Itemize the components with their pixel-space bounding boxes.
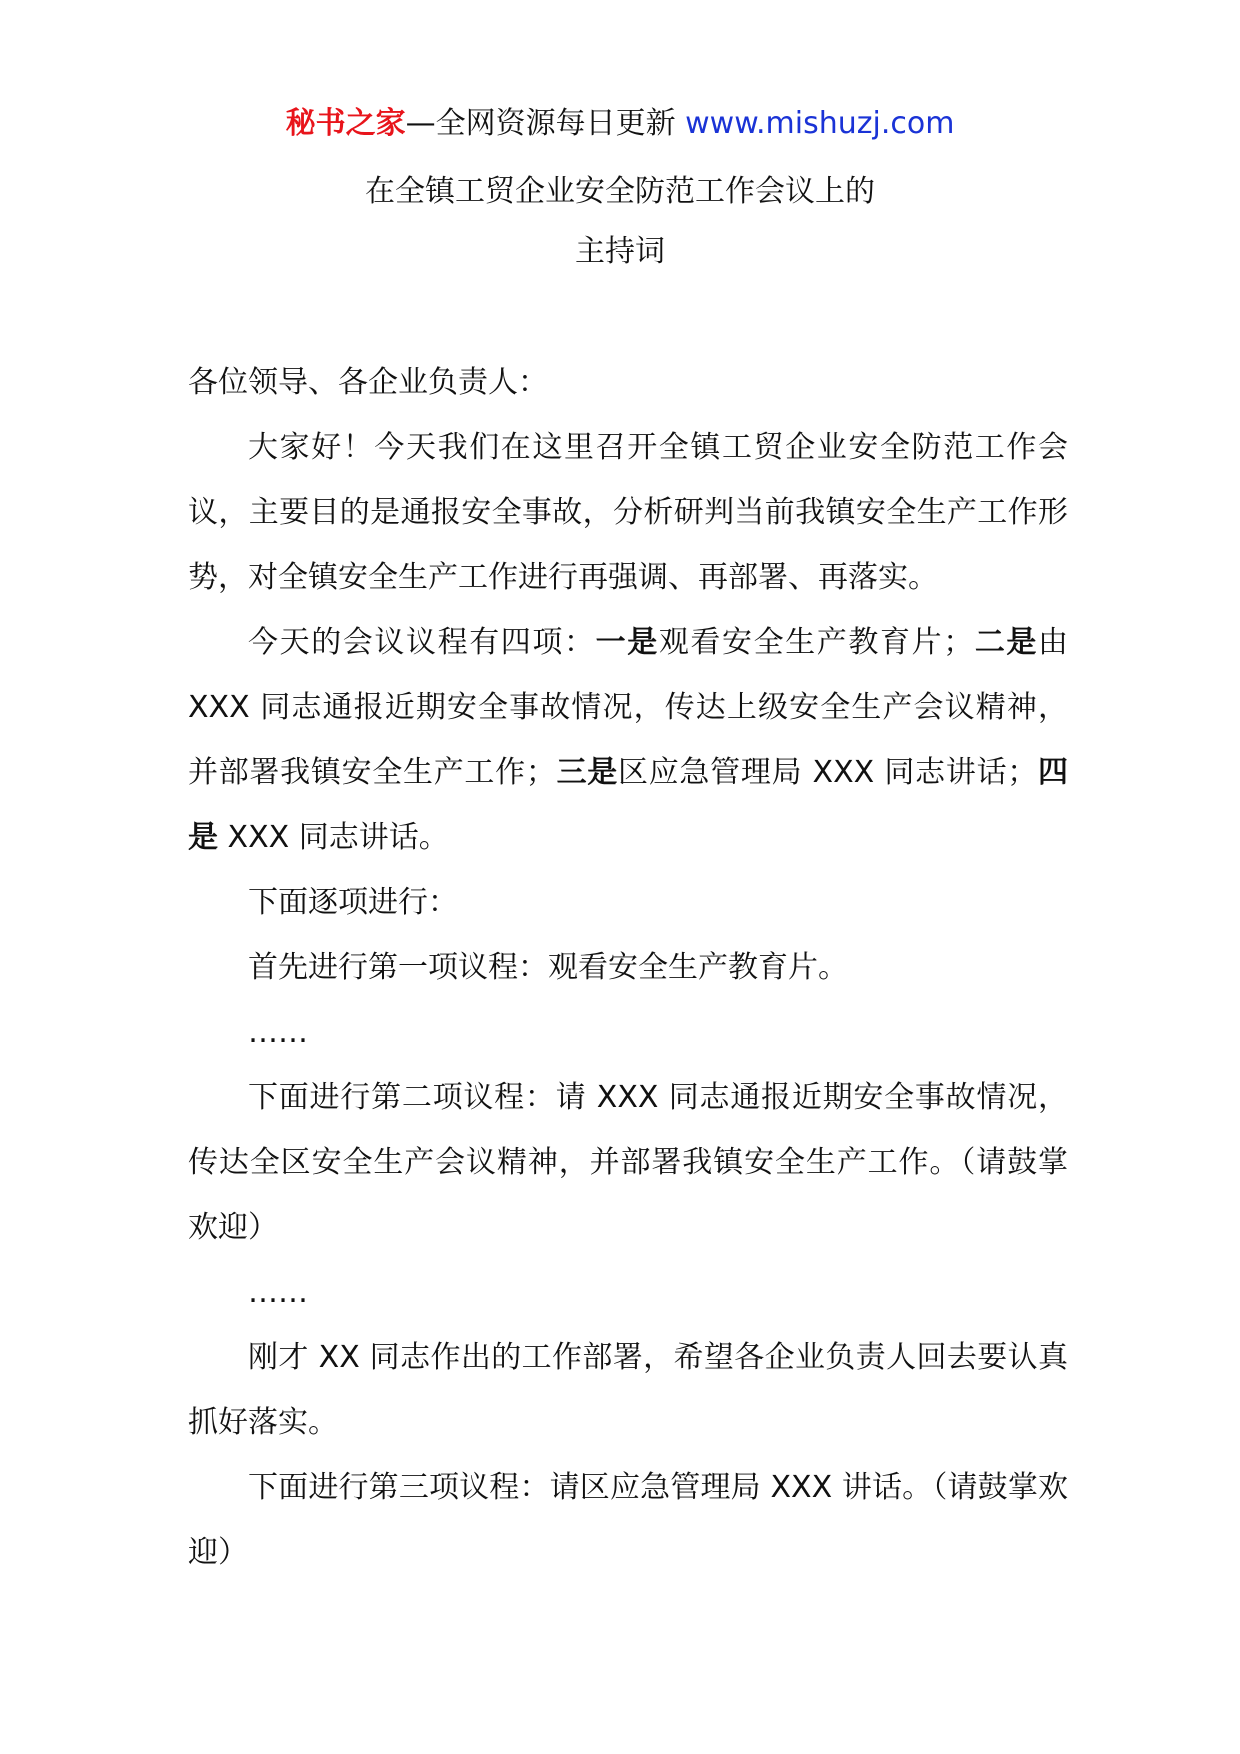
agenda-intro: 今天的会议议程有四项： (248, 625, 596, 660)
paragraph-item-3: 下面进行第三项议程：请区应急管理局 XXX 讲话。（请鼓掌欢迎） (188, 1470, 1068, 1570)
header-tagline: —全网资源每日更新 (405, 106, 676, 141)
site-url-link[interactable]: www.mishuzj.com (685, 106, 955, 141)
agenda-item-4-text: XXX 同志讲话。 (218, 820, 449, 855)
agenda-item-3-key: 三是 (555, 755, 618, 790)
paragraph-opening: 大家好！今天我们在这里召开全镇工贸企业安全防范工作会议，主要目的是通报安全事故，分析研判当前我镇安全生产工作形势，对全镇安全生产工作进行再强调、再部署、再落实。 (188, 430, 1068, 595)
ellipsis-1: …… (248, 1015, 308, 1050)
agenda-item-2-text: 由 XXX 同志通报近期安全事故情况，传达上级安全生产会议精神，并部署我镇安全生产工作； (188, 625, 1069, 790)
document-title-line-1: 在全镇工贸企业安全防范工作会议上的 (365, 174, 875, 209)
agenda-item-1-key: 一是 (595, 625, 659, 660)
agenda-item-2-key: 二是 (973, 625, 1039, 660)
paragraph-follow-up: 刚才 XX 同志作出的工作部署，希望各企业负责人回去要认真抓好落实。 (188, 1340, 1068, 1440)
ellipsis-2: …… (248, 1275, 308, 1310)
paragraph-item-1: 首先进行第一项议程：观看安全生产教育片。 (248, 950, 848, 985)
site-header (0, 100, 1240, 148)
paragraph-proceed: 下面逐项进行： (248, 885, 458, 920)
agenda-item-4-key: 四是 (188, 755, 1069, 855)
agenda-item-1-text: 观看安全生产教育片； (658, 625, 974, 660)
paragraph-agenda (188, 610, 1068, 870)
brand-name: 秘书之家 (285, 106, 406, 141)
document-body (188, 350, 1068, 1585)
agenda-item-3-text: 区应急管理局 XXX 同志讲话； (618, 755, 1038, 790)
paragraph-item-2: 下面进行第二项议程：请 XXX 同志通报近期安全事故情况，传达全区安全生产会议精神，并部署我镇安全生产工作。（请鼓掌欢迎） (188, 1080, 1068, 1245)
salutation: 各位领导、各企业负责人： (188, 365, 548, 400)
document-title-line-2: 主持词 (575, 234, 665, 269)
